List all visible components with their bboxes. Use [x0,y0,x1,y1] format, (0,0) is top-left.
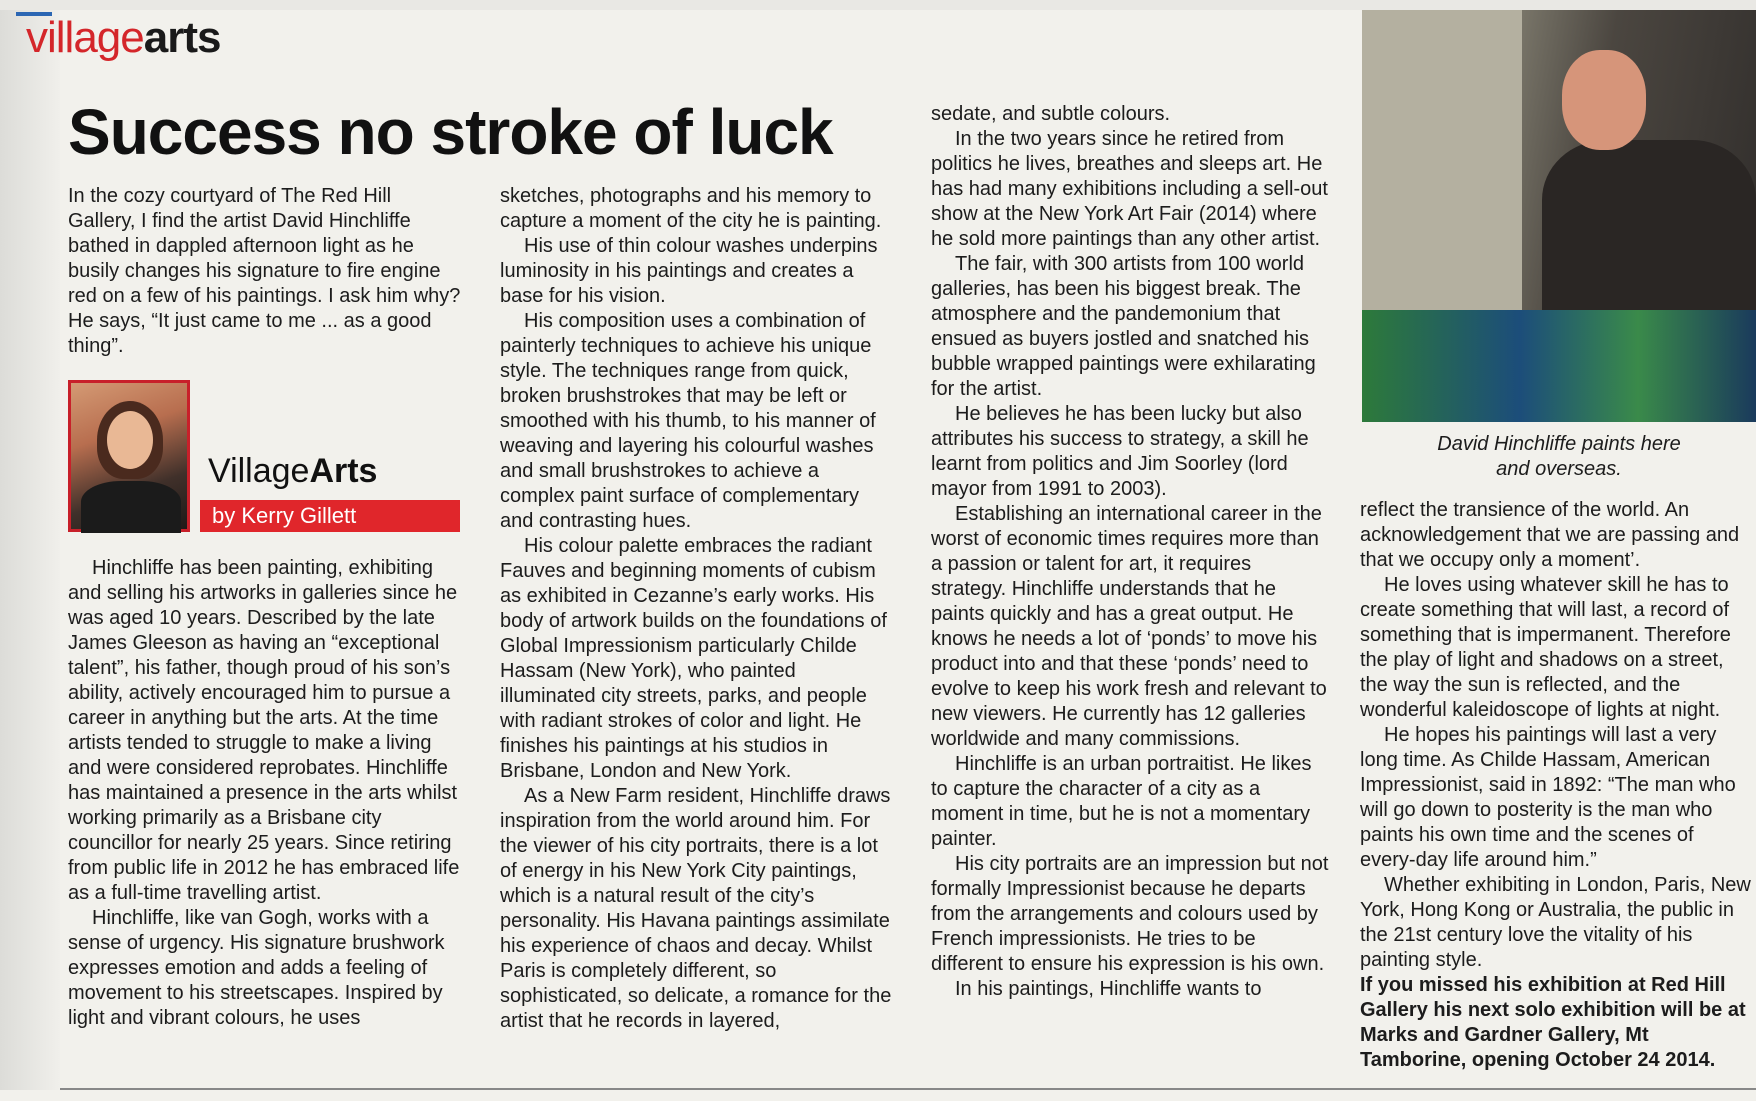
page-fold-shadow [0,10,60,1090]
paragraph: He loves using whatever skill he has to create something that will last, a record of something that is impermanent. Therefore the play of light and shadows on a street, the way the sun is reflected, and the wonderful kaleidoscope of lights at night. [1360,574,1731,721]
paragraph: In the cozy courtyard of The Red Hill Gallery, I find the artist David Hinchliffe bathed in dappled afternoon light as he busily changes his signature to fire engine red on a few of his paintings. I ask him why? He says, “It just came to me ... as a good thing”. [68,185,461,357]
paragraph: sketches, photographs and his memory to capture a moment of the city he is painting. [500,185,882,232]
paragraph: He believes he has been lucky but also attributes his success to strategy, a skill he learnt from politics and Jim Soorley (lord mayor from 1991 to 2003). [931,403,1309,500]
paragraph: In his paintings, Hinchliffe wants to [955,978,1262,1000]
paragraph: His use of thin colour washes underpins luminosity in his paintings and creates a base for his vision. [500,235,878,307]
byline: by Kerry Gillett [200,500,460,532]
author-body-shape [81,481,181,533]
artist-photo [1362,10,1756,422]
photo-artist-head-shape [1562,50,1646,150]
paragraph: Hinchliffe has been painting, exhibiting and selling his artworks in galleries since he was aged 10 years. Described by the late James Gleeson as having an “exceptional talent”, his father, though proud of his son’s ability, actively encouraged him to pursue a career in anything but the arts. At the time artists tended to struggle to make a living and were considered reprobates. Hinchliffe has maintained a presence in the arts whilst working primarily as a Brisbane city councillor for nearly 25 years. Since retiring from public life in 2012 he has embraced life as a full-time travelling artist. [68,557,460,904]
author-photo [68,380,190,532]
article-column-1-body [68,556,463,1031]
exhibition-notice: If you missed his exhibition at Red Hill Gallery his next solo exhibition will be at Marks and Gardner Gallery, Mt Tamborine, opening October 24 2014. [1360,974,1746,1071]
article-headline: Success no stroke of luck [68,96,833,168]
article-column-4 [1360,498,1752,1073]
paragraph: sedate, and subtle colours. [931,103,1171,125]
page-top-edge [0,0,1756,10]
column-title [208,452,377,491]
paragraph: The fair, with 300 artists from 100 world galleries, has been his biggest break. The atmosphere and the pandemonium that ensued as buyers jostled and snatched his bubble wrapped paintings were exhilarating for the artist. [931,253,1316,400]
paragraph: Establishing an international career in the worst of economic times requires more than a passion or talent for art, it requires strategy. Hinchliffe understands that he paints quickly and has a great output. He knows he needs a lot of ‘ponds’ to move his product into and that these ‘ponds’ need to evolve to keep his work fresh and relevant to new viewers. He currently has 12 galleries worldwide and many commissions. [931,503,1327,750]
paragraph: Hinchliffe is an urban portraitist. He likes to capture the character of a city as a moment in time, but he is not a momentary painter. [931,753,1312,850]
paragraph: Hinchliffe, like van Gogh, works with a sense of urgency. His signature brushwork expresses emotion and adds a feeling of movement to his streetscapes. Inspired by light and vibrant colours, he uses [68,907,445,1029]
paragraph: His city portraits are an impression but not formally Impressionist because he departs from the arrangements and colours used by French impressionists. He tries to be different to ensure his expression is his own. [931,853,1329,975]
caption-line-1: David Hinchliffe paints here [1437,433,1681,455]
article-column-1-intro [68,184,463,359]
caption-line-2: and overseas. [1496,458,1622,480]
paragraph: reflect the transience of the world. An acknowledgement that we are passing and that we occupy only a moment’. [1360,499,1740,571]
paragraph: He hopes his paintings will last a very long time. As Childe Hassam, American Impressionist, said in 1892: “The man who will go down to posterity is the man who paints his own time and the scenes of every-day life around him.” [1360,724,1736,871]
column-title-village: Village [208,452,310,490]
article-column-2 [500,184,895,1034]
author-face-shape [107,411,153,469]
paragraph: His colour palette embraces the radiant Fauves and beginning moments of cubism as exhibited in Cezanne’s early works. His body of artwork builds on the foundations of Global Impressionism particularly Childe Hassam (New York), who painted illuminated city streets, parks, and people with radiant strokes of color and light. He finishes his paintings at his studios in Brisbane, London and New York. [500,535,887,782]
paragraph: In the two years since he retired from politics he lives, breathes and sleeps art. He has had many exhibitions including a sell-out show at the New York Art Fair (2014) where he sold more paintings than any other artist. [931,128,1328,250]
photo-caption [1362,432,1756,482]
paragraph: Whether exhibiting in London, Paris, New York, Hong Kong or Australia, the public in the 21st century love the vitality of his painting style. [1360,874,1751,971]
section-masthead [26,10,220,66]
column-title-arts: Arts [309,452,378,490]
paragraph: As a New Farm resident, Hinchliffe draws inspiration from the world around him. For the viewer of his city portraits, there is a lot of energy in his New York City paintings, which is a natural result of the city’s personality. His Havana paintings assimilate his experience of chaos and decay. Whilst Paris is completely different, so sophisticated, so delicate, a romance for the artist that he records in layered, [500,785,892,1032]
masthead-village: village [26,13,144,62]
author-box [68,380,460,536]
paragraph: His composition uses a combination of painterly techniques to achieve his unique style. The techniques range from quick, broken brushstrokes that may be left or smoothed with his thumb, to his manner of weaving and layering his colourful washes and small brushstrokes to achieve a complex paint surface of complementary and contrasting hues. [500,310,876,532]
bottom-rule [60,1088,1756,1090]
photo-painting-shape [1362,310,1756,422]
article-column-3 [931,102,1331,1002]
photo-wall-shape [1362,10,1522,310]
masthead-arts: arts [143,13,221,62]
